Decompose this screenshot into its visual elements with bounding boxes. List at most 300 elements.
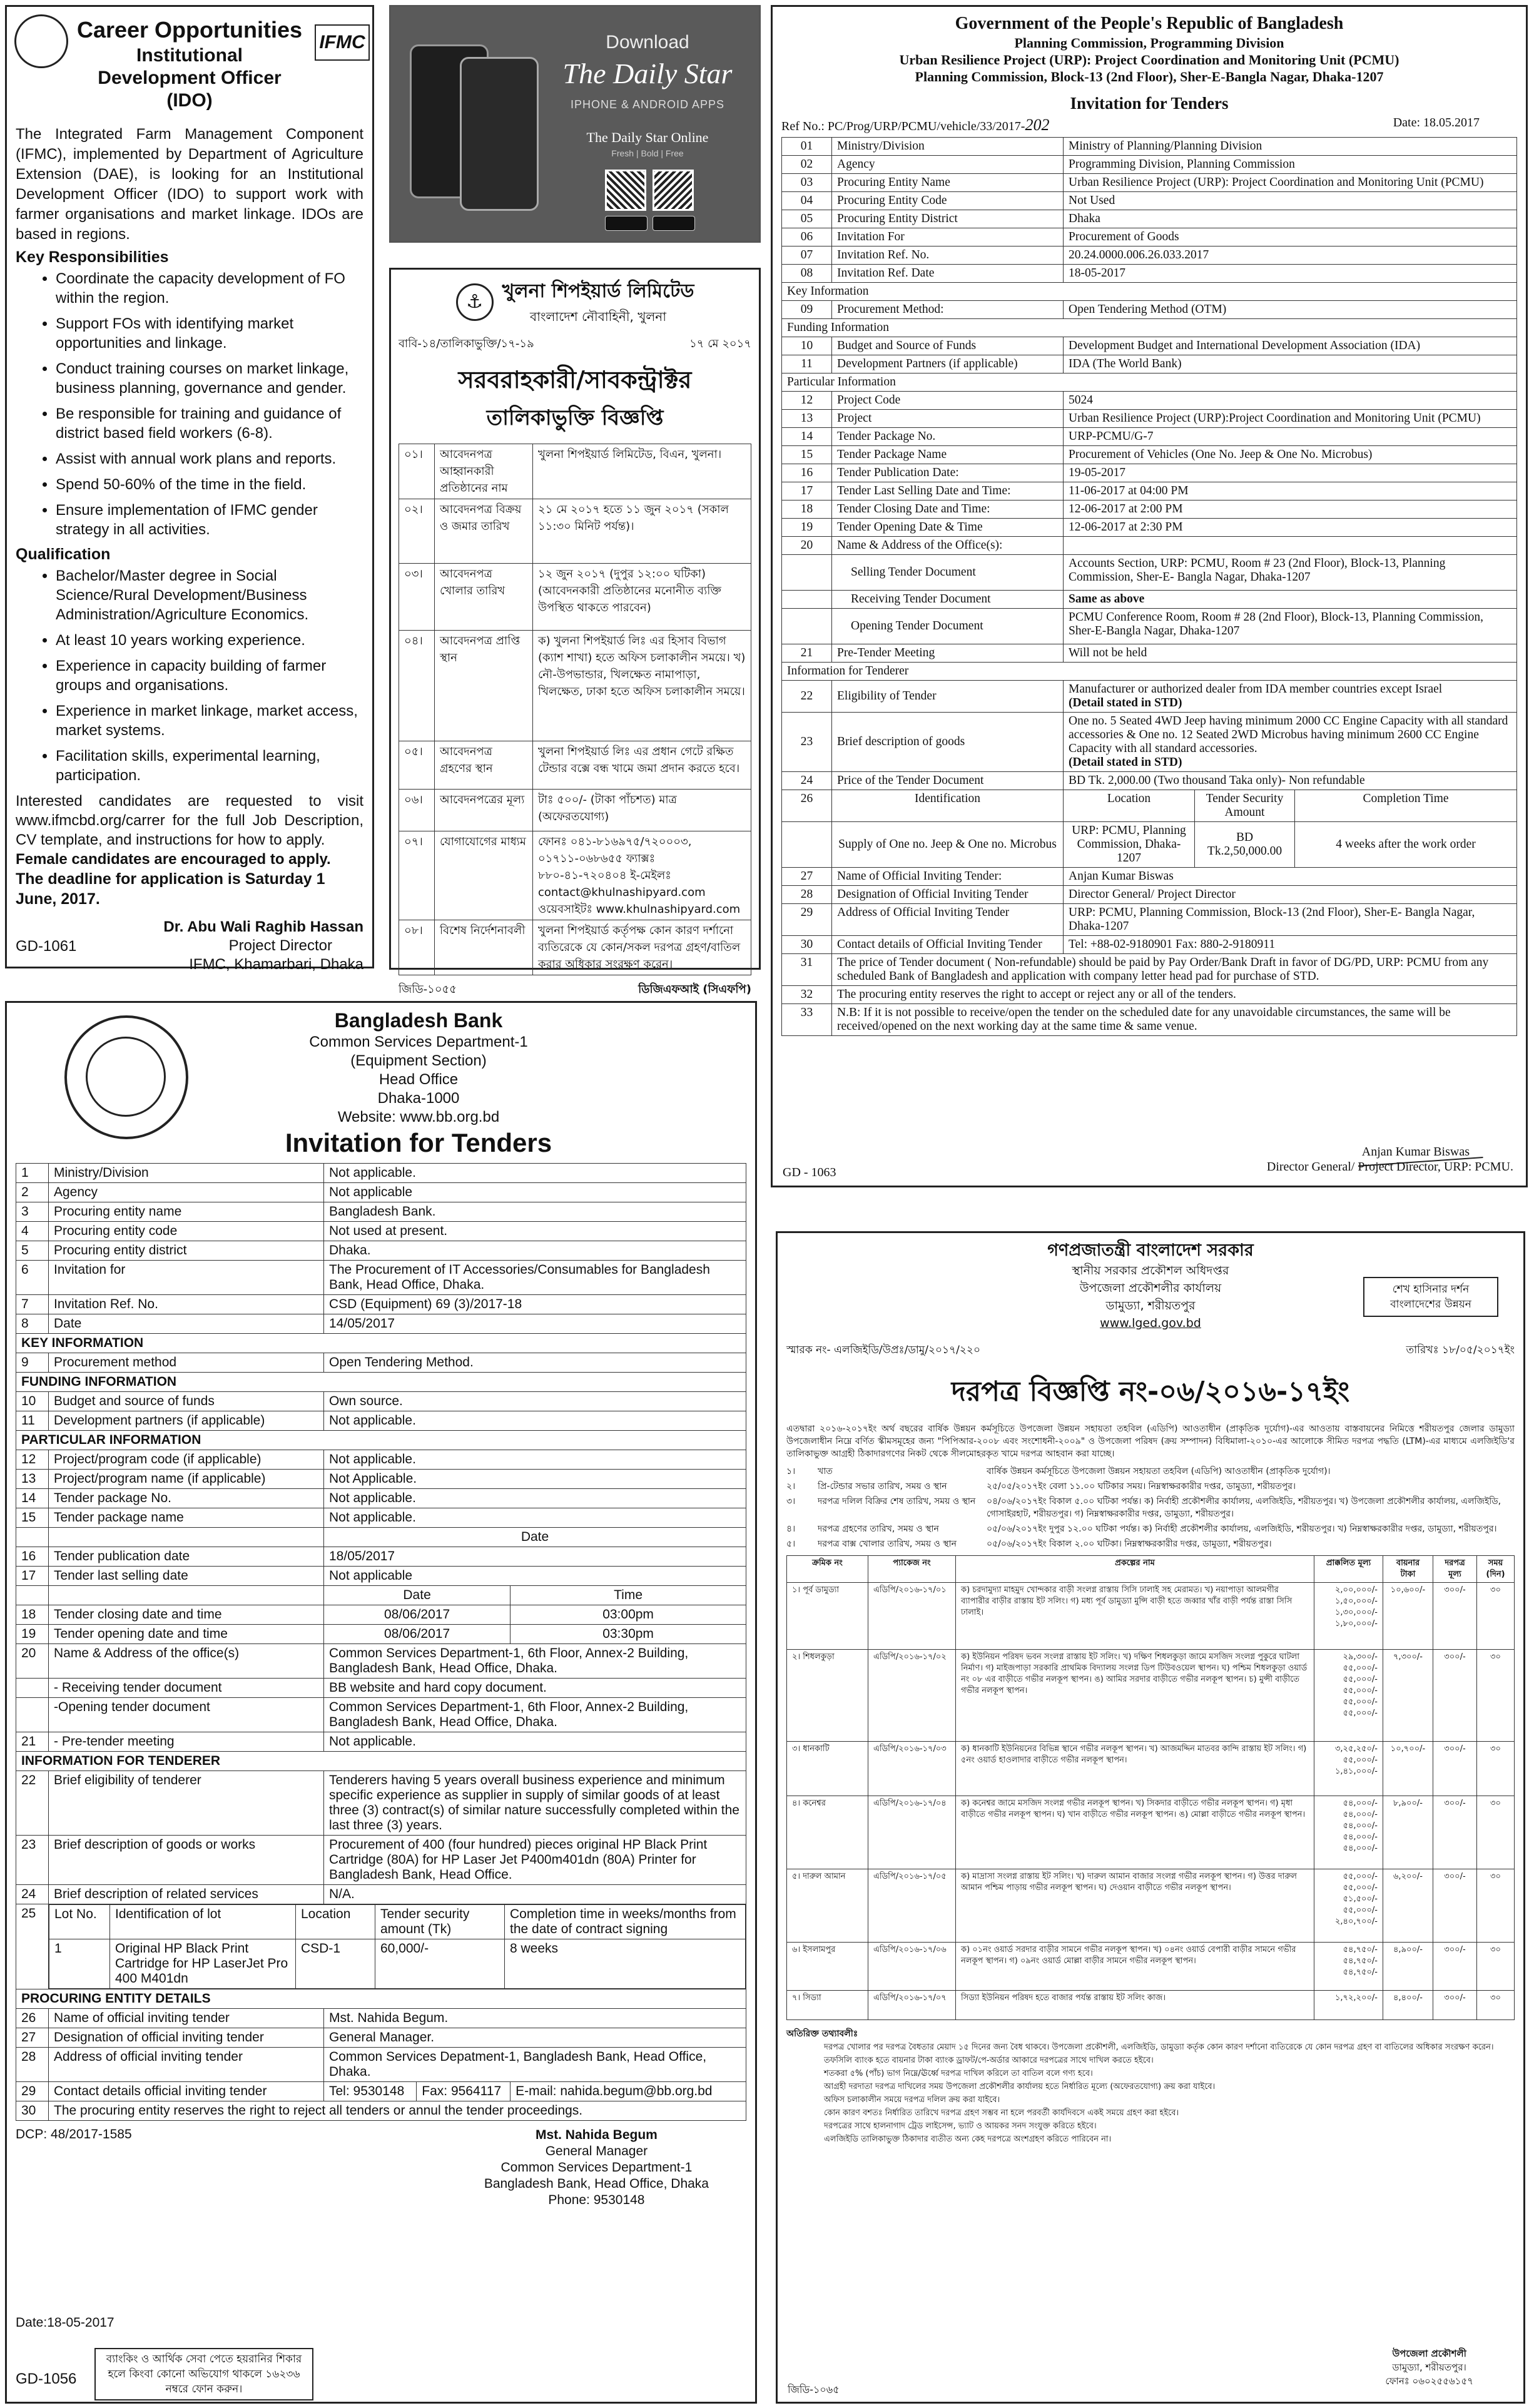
bb-sig-phone: Phone: 9530148 [548, 2193, 645, 2207]
list-item: দরপত্র খোলার পর দরপত্র বৈধতার মেয়াদ ১৫ দিনের জন্য বৈধ থাকবে। উপজেলা প্রকৌশলী, এলজিইডি, ডামুড্যা কর্তৃক কোন কারণ দর্শানো ব্যতিরেকে যে কোন দরপত্র গ্রহণ বা বাতিলের অধিকার সংরক্ষণ করেন। [824, 2043, 1494, 2052]
list-item: • Conduct training courses on market linkage, business planning, governance and gender. [56, 359, 363, 398]
list-item: • Experience in market linkage, market access, market systems. [56, 701, 363, 740]
section-heading: Key Information [782, 283, 1517, 301]
row-label: Invitation Ref. Date [832, 265, 1064, 283]
table-row [787, 1869, 1515, 1943]
row-value: Not used at present. [324, 1222, 746, 1241]
row-value [1064, 537, 1517, 555]
table-row [782, 790, 1517, 822]
row-number: 02 [782, 156, 832, 174]
dailystar-name: The Daily Star [562, 58, 733, 89]
row-number: 21 [782, 644, 832, 663]
qr-code-icon[interactable] [605, 170, 646, 211]
scheme-package: এডিপি/২০১৬-১৭/০৭ [868, 1991, 956, 2020]
table-row [782, 591, 1517, 609]
lged-date: তারিখঃ ১৮/০৫/২০১৭ইং [1406, 1344, 1515, 1356]
row-number: 4 [16, 1222, 49, 1241]
scheme-price: ৩০০/- [1433, 1583, 1477, 1650]
table-row [782, 904, 1517, 936]
table-row [16, 1904, 746, 1989]
table-row [782, 936, 1517, 954]
scheme-days: ৩০ [1477, 1742, 1515, 1796]
table-row [16, 1261, 746, 1295]
row-value: Common Services Depatment-1, Bangladesh Bank, Head Office, Dhaka. [324, 2048, 746, 2082]
app-store-badge-icon[interactable] [605, 216, 648, 231]
column-header: 26 [782, 790, 832, 822]
row-label: - Receiving tender document [49, 1679, 324, 1698]
table-row [782, 537, 1517, 555]
bb-tender-table [16, 1163, 746, 2121]
table-row [782, 772, 1517, 790]
table-row [782, 228, 1517, 246]
table-row [787, 1742, 1515, 1796]
table-row [16, 1222, 746, 1241]
ad-code: জিডি-১০৬৫ [788, 2384, 840, 2395]
row-number: 23 [782, 713, 832, 772]
row-value: Urban Resilience Project (URP): Project Coordination and Monitoring Unit (PCMU) [1064, 174, 1517, 192]
section-heading: Information for Tenderer [782, 663, 1517, 681]
row-value: 20.24.0000.006.26.033.2017 [1064, 246, 1517, 265]
table-row [782, 392, 1517, 410]
row-number: ০২। [399, 499, 435, 564]
row-value: N/A. [324, 1885, 746, 1904]
dgdp-code: ডিজিএফআই (সিএফপি) [638, 983, 751, 996]
info-row [786, 1523, 1515, 1535]
row-value: 11-06-2017 at 04:00 PM [1064, 482, 1517, 500]
table-row [782, 555, 1517, 591]
scheme-cost: ২৯,৩০০/- ৫৫,০০০/- ৫৫,০০০/- ৫৫,০০০/- ৫৫,০০০/- ৫৫,০০০/- [1314, 1650, 1383, 1742]
urp-h4: Planning Commission, Block-13 (2nd Floor), Sher-E-Bangla Nagar, Dhaka-1207 [915, 69, 1384, 84]
row-value: Bangladesh Bank. [324, 1202, 746, 1222]
row-number: 5 [16, 1241, 49, 1261]
row-value: Procurement of Goods [1064, 228, 1517, 246]
list-item: • Support FOs with identifying market opportunities and linkage. [56, 314, 363, 353]
bb-dcp-date: Date:18-05-2017 [16, 2315, 114, 2330]
row-value: ১২ জুন ২০১৭ (দুপুর ১২:০০ ঘটিকা) (আবেদনকারী প্রতিষ্ঠানের মনোনীত ব্যক্তি উপস্থিত থাকতে পারবেন) [533, 564, 751, 631]
table-row [16, 1373, 746, 1392]
table-row [782, 519, 1517, 537]
table-row [782, 337, 1517, 355]
row-number: 14 [782, 428, 832, 446]
row-value: 08/06/2017 [324, 1605, 510, 1625]
qual-heading: Qualification [16, 546, 111, 563]
section-heading: FUNDING INFORMATION [16, 1373, 746, 1392]
lged-tender-ad [776, 1231, 1525, 2404]
column-header: Location [296, 1905, 375, 1939]
row-label: Development Partners (if applicable) [832, 355, 1064, 373]
lged-scheme-table [786, 1555, 1515, 2020]
urp-date: Date: 18.05.2017 [1393, 116, 1480, 130]
row-number: 08 [782, 265, 832, 283]
column-header: প্রকল্পের নাম [956, 1556, 1314, 1583]
row-label: Pre-Tender Meeting [832, 644, 1064, 663]
bb-sig-title: General Manager [545, 2144, 648, 2158]
lged-title: দরপত্র বিজ্ঞপ্তি নং-০৬/২০১৬-১৭ইং [951, 1376, 1350, 1408]
info-label: দরপত্র বাক্স খোলার তারিখ, সময় ও স্থান [818, 1539, 957, 1549]
row-value: ফোনঃ ০৪১-৮১৬৯৭৫/৭২০০০৩, ০১৭১১-০৬৮৬৫৫ ফ্যাক্সঃ ৮৮০-৪১-৭২০৪০৪ ই-মেইলঃ contact@khulnashipyard.com ওয়েবসাইটঃ www.khulnashipyard.com [533, 831, 751, 920]
lot-table-cell [49, 1904, 746, 1989]
lged-memo: স্মারক নং- এলজিইডি/উপ্রঃ/ডামু/২০১৭/২২০ [786, 1344, 981, 1356]
table-row [16, 2028, 746, 2048]
row-value: 19-05-2017 [1064, 464, 1517, 482]
row-number: 06 [782, 228, 832, 246]
table-cell [782, 822, 832, 868]
table-row [399, 564, 751, 631]
row-number: 15 [782, 446, 832, 464]
contact-email[interactable]: E-mail: nahida.begum@bb.org.bd [510, 2082, 746, 2101]
row-number: 09 [782, 301, 832, 319]
lged-sig-title: উপজেলা প্রকৌশলী [1392, 2348, 1466, 2359]
row-label: Brief description of goods [832, 713, 1064, 772]
row-label: Agency [832, 156, 1064, 174]
row-label: Procuring entity code [49, 1222, 324, 1241]
column-header: Time [510, 1586, 746, 1605]
row-value: Programming Division, Planning Commission [1064, 156, 1517, 174]
table-row [782, 500, 1517, 519]
table-row [782, 283, 1517, 301]
row-number: 13 [782, 410, 832, 428]
table-row [782, 446, 1517, 464]
row-value: 12-06-2017 at 2:30 PM [1064, 519, 1517, 537]
info-label: খাত [818, 1466, 833, 1476]
row-value: Not applicable. [324, 1164, 746, 1183]
list-item: • Spend 50-60% of the time in the field. [56, 475, 363, 494]
row-value: Dhaka [1064, 210, 1517, 228]
row-value: 03:30pm [510, 1625, 746, 1644]
scheme-earnest: ৪,৯০০/- [1383, 1943, 1433, 1991]
deadline-text: The deadline for application is Saturday 1 June, 2017. [16, 870, 325, 908]
resp-heading: Key Responsibilities [16, 248, 169, 266]
table-cell [49, 1528, 324, 1547]
row-number: 16 [16, 1547, 49, 1567]
table-row [16, 2082, 746, 2101]
row-value: 18/05/2017 [324, 1547, 746, 1567]
table-row [16, 1508, 746, 1528]
row-label: Procuring Entity District [832, 210, 1064, 228]
download-label: Download [606, 32, 689, 53]
urp-title: Invitation for Tenders [1070, 94, 1229, 113]
row-label: Name & Address of the office(s) [49, 1644, 324, 1679]
row-number: 8 [16, 1314, 49, 1334]
row-value: Not applicable. [324, 1732, 746, 1752]
row-value: Not applicable. [324, 1508, 746, 1528]
table-row [16, 1625, 746, 1644]
row-label: Name & Address of the Office(s): [832, 537, 1064, 555]
scheme-cost: ৩,২৫,২৫০/- ৫৫,০০০/- ১,৪১,০০০/- [1314, 1742, 1383, 1796]
table-row [16, 1489, 746, 1508]
table-row [49, 1939, 746, 1989]
table-row [16, 1732, 746, 1752]
section-heading: Funding Information [782, 319, 1517, 337]
scheme-earnest: ১০,৬০০/- [1383, 1583, 1433, 1650]
table-row [16, 1183, 746, 1202]
lot-cell: 8 weeks [505, 1939, 746, 1989]
row-label: Opening Tender Document [832, 609, 1064, 644]
responsibility-list [16, 269, 363, 539]
google-play-badge-icon[interactable] [653, 216, 695, 231]
section-heading: PROCURING ENTITY DETAILS [16, 1989, 746, 2009]
qr-code-icon[interactable] [653, 170, 694, 211]
table-row [16, 1202, 746, 1222]
row-number: 20 [16, 1644, 49, 1679]
lged-h1: গণপ্রজাতন্ত্রী বাংলাদেশ সরকার [1047, 1241, 1254, 1260]
row-value: Not applicable [324, 1567, 746, 1586]
lged-h3: উপজেলা প্রকৌশলীর কার্যালয় [1079, 1281, 1222, 1295]
scheme-name: ক) ০১নং ওয়ার্ড সরদার বাড়ীর সামনে গভীর নলকূপ স্থাপন। খ) ০৪নং ওয়ার্ড বেপারী বাড়ীর সামনে গভীর নলকূপ স্থাপন। গ) ০৯নং ওয়ার্ড মোল্লা বাড়ীর সামনে গভীর নলকূপ স্থাপন। [956, 1943, 1314, 1991]
row-number: 1 [16, 1164, 49, 1183]
row-value: Procurement of Vehicles (One No. Jeep & One No. Microbus) [1064, 446, 1517, 464]
table-row [16, 1567, 746, 1586]
row-value: 5024 [1064, 392, 1517, 410]
row-value: BB website and hard copy document. [324, 1679, 746, 1698]
table-row [16, 1353, 746, 1373]
table-row [399, 831, 751, 920]
table-row [782, 713, 1517, 772]
bb-name: Bangladesh Bank [334, 1009, 503, 1032]
list-item: আগ্রহী দরদাতা দরপত্র দাখিলের সময় উপজেলা প্রকৌশলীর কার্যালয় হতে নির্ধারিত মূল্যে (অফেরতযোগ্য) ক্রয় করা যাইবে। [824, 2082, 1216, 2091]
row-number: 20 [782, 537, 832, 555]
info-number: ৩। [786, 1496, 796, 1506]
row-label: Name of official inviting tender [49, 2009, 324, 2028]
row-number: 22 [782, 681, 832, 713]
dailystar-banner [389, 5, 761, 243]
female-text: Female candidates are encouraged to apply. [16, 851, 331, 868]
lged-h4: ডামুড্যা, শরীয়তপুর [1105, 1299, 1196, 1313]
row-value: Ministry of Planning/Planning Division [1064, 138, 1517, 156]
row-label: Brief description of related services [49, 1885, 324, 1904]
row-number: 18 [16, 1605, 49, 1625]
row-label: আবেদনপত্র প্রাপ্তি স্থান [435, 631, 533, 741]
scheme-cost: ২,০০,০০০/- ১,৫০,০০০/- ১,৩০,০০০/- ১,৮০,০০০/- [1314, 1583, 1383, 1650]
table-row [16, 1698, 746, 1732]
scheme-serial: ৫। দারুল আমান [787, 1869, 868, 1943]
row-value: 03:00pm [510, 1605, 746, 1625]
lot-cell: 1 [49, 1939, 110, 1989]
row-value: Director General/ Project Director [1064, 886, 1517, 904]
table-row [16, 2048, 746, 2082]
row-number: ০৮। [399, 920, 435, 975]
lged-website[interactable]: www.lged.gov.bd [1100, 1316, 1201, 1330]
row-number: 10 [16, 1392, 49, 1411]
table-row [16, 1644, 746, 1679]
row-label: আবেদনপত্র খোলার তারিখ [435, 564, 533, 631]
lot-table [49, 1904, 746, 1989]
info-label: দরপত্র দলিল বিক্রির শেষ তারিখ, সময় ও স্থান [818, 1496, 976, 1506]
scheme-serial: ৬। ইসলামপুর [787, 1943, 868, 1991]
lot-cell: Original HP Black Print Cartridge for HP LaserJet Pro 400 M401dn [110, 1939, 296, 1989]
table-row [782, 482, 1517, 500]
row-label: Procurement method [49, 1353, 324, 1373]
ifmc-logo: IFMC [315, 24, 370, 61]
column-header: দরপত্র মূল্য [1433, 1556, 1477, 1583]
row-value: BD Tk. 2,000.00 (Two thousand Taka only)- Non refundable [1064, 772, 1517, 790]
scheme-price: ৩০০/- [1433, 1742, 1477, 1796]
row-label: Tender Last Selling Date and Time: [832, 482, 1064, 500]
column-header: Date [324, 1586, 510, 1605]
row-label: Agency [49, 1183, 324, 1202]
qualification-list [16, 566, 363, 785]
scheme-package: এডিপি/২০১৬-১৭/০৫ [868, 1869, 956, 1943]
list-item: কোন কারণ বশতঃ নির্ধারিত তারিখে দরপত্র গ্রহণ সম্ভব না হলে পরবর্তী কার্যদিবসে একই সময়ে গ্রহণ করা হইবে। [824, 2108, 1179, 2118]
tagline: Fresh | Bold | Free [611, 148, 684, 158]
lot-cell: Supply of One no. Jeep & One no. Microbus [832, 822, 1064, 868]
row-number: 25 [16, 1904, 49, 1989]
row-number: 3 [16, 1202, 49, 1222]
table-row [787, 1943, 1515, 1991]
contact-fax: Fax: 9564117 [417, 2082, 510, 2101]
table-row [16, 1586, 746, 1605]
dae-logo [14, 14, 68, 68]
table-row [16, 1605, 746, 1625]
table-row [782, 355, 1517, 373]
row-value: 14/05/2017 [324, 1314, 746, 1334]
lot-cell: CSD-1 [296, 1939, 375, 1989]
row-label: Invitation for [49, 1261, 324, 1295]
scheme-earnest: ৪,৪০০/- [1383, 1991, 1433, 2020]
row-value: N.B: If it is not possible to receive/open the tender on the scheduled date for any unavoidable circumstances, the same will be received/opened on the next working day at the same time & same venue. [832, 1004, 1517, 1036]
table-row [782, 156, 1517, 174]
row-number: 23 [16, 1836, 49, 1885]
scheme-days: ৩০ [1477, 1869, 1515, 1943]
table-row [399, 790, 751, 831]
info-row [786, 1465, 1515, 1478]
table-row [782, 868, 1517, 886]
scheme-package: এডিপি/২০১৬-১৭/০২ [868, 1650, 956, 1742]
bb-section: (Equipment Section) [350, 1052, 487, 1069]
row-label: Project [832, 410, 1064, 428]
row-label: Budget and Source of Funds [832, 337, 1064, 355]
row-value: Open Tendering Method. [324, 1353, 746, 1373]
ad-code: জিডি-১০৫৫ [399, 983, 457, 996]
bb-website[interactable]: Website: www.bb.org.bd [337, 1109, 500, 1125]
row-value: The procuring entity reserves the right to accept or reject any or all of the tenders. [832, 986, 1517, 1004]
signer-org: IFMC, Khamarbari, Dhaka [189, 956, 363, 973]
row-value: Procurement of 400 (four hundred) pieces original HP Black Print Cartridge (80A) for HP Laser Jet P400m401dn (80A) Printer for Bangladesh Bank, Head Office. [324, 1836, 746, 1885]
table-row [782, 822, 1517, 868]
table-row [787, 1796, 1515, 1869]
row-label: Tender Package No. [832, 428, 1064, 446]
list-item: • Facilitation skills, experimental learning, participation. [56, 746, 363, 785]
row-label: আবেদনপত্র আহ্বানকারী প্রতিষ্ঠানের নাম [435, 444, 533, 499]
info-label: দরপত্র গ্রহণের তারিখ, সময় ও স্থান [818, 1524, 939, 1534]
urp-ref-handwritten: 202 [1025, 116, 1050, 134]
row-label: Project/program code (if applicable) [49, 1450, 324, 1470]
row-number: ০৩। [399, 564, 435, 631]
row-label: Date [49, 1314, 324, 1334]
table-row [787, 1650, 1515, 1742]
row-label: আবেদনপত্রের মূল্য [435, 790, 533, 831]
table-cell [16, 1586, 49, 1605]
table-row [16, 1392, 746, 1411]
row-value: Not applicable [324, 1183, 746, 1202]
row-label: Address of Official Inviting Tender [832, 904, 1064, 936]
row-number: 05 [782, 210, 832, 228]
list-item: তফসিলি ব্যাংক হতে বায়নার টাকা ব্যাংক ড্রাফট/পে-অর্ডার আকারে দরপত্রের সাথে দাখিল করতে হইবে। [824, 2056, 1154, 2065]
row-label: Ministry/Division [832, 138, 1064, 156]
row-number: 14 [16, 1489, 49, 1508]
column-header: Tender security amount (Tk) [375, 1905, 505, 1939]
bb-title: Invitation for Tenders [285, 1128, 552, 1157]
scheme-package: এডিপি/২০১৬-১৭/০৬ [868, 1943, 956, 1991]
row-value: The Procurement of IT Accessories/Consumables for Bangladesh Bank, Head Office, Dhaka. [324, 1261, 746, 1295]
lged-terms [786, 2041, 1515, 2145]
table-cell [782, 591, 832, 609]
urp-tender-ad [771, 5, 1528, 1187]
scheme-price: ৩০০/- [1433, 1796, 1477, 1869]
row-label: Brief eligibility of tenderer [49, 1771, 324, 1836]
row-label: Designation of Official Inviting Tender [832, 886, 1064, 904]
column-header: Completion time in weeks/months from the date of contract signing [505, 1905, 746, 1939]
row-value: Common Services Department-1, 6th Floor, Annex-2 Building, Bangladesh Bank, Head Office, Dhaka. [324, 1644, 746, 1679]
scheme-name: ক) চরদামুদ্যা মাহমুদ খোন্দকার বাড়ী সংলগ্ন রাস্তায় সিসি ঢালাই সহ মেরামত। খ) নয়াপাড়া আলমগীর ব্যাপারীর বাড়ীর রাস্তায় ইট সলিং। গ) মধ্য পূর্ব ডামুড্যা মুন্সি বাড়ী হতে জব্বার খাঁর বাড়ী পর্যন্ত রাস্তা সিসি ঢালাই। [956, 1583, 1314, 1650]
scheme-serial: ৩। ধানকাটি [787, 1742, 868, 1796]
scheme-days: ৩০ [1477, 1796, 1515, 1869]
table-row [16, 1164, 746, 1183]
row-number: 22 [16, 1771, 49, 1836]
row-value: The procuring entity reserves the right to reject all tenders or annul the tender proceedings. [49, 2101, 746, 2121]
info-number: ৪। [786, 1524, 796, 1534]
bb-office: Head Office [378, 1071, 459, 1088]
scheme-serial: ১। পূর্ব ডামুড্যা [787, 1583, 868, 1650]
scheme-serial: ৭। সিড্যা [787, 1991, 868, 2020]
row-value: খুলনা শিপইয়ার্ড লিমিটেড, বিএন, খুলনা। [533, 444, 751, 499]
bb-dept: Common Services Department-1 [309, 1034, 528, 1050]
lged-sig-phone: ফোনঃ ০৬০২৫৫৬১৫৭ [1385, 2375, 1473, 2387]
row-value-text: One no. 5 Seated 4WD Jeep having minimum 2000 CC Engine Capacity with all standard accessories & One no. 12 Seated 2WD Microbus having minimum 2600 CC Engine Capacity with all standard accessories. [1069, 714, 1508, 755]
scheme-package: এডিপি/২০১৬-১৭/০১ [868, 1583, 956, 1650]
list-item: • At least 10 years working experience. [56, 631, 363, 650]
table-row [782, 954, 1517, 986]
scheme-name: ক) ধানকাটি ইউনিয়নের বিভিন্ন স্থানে গভীর নলকূপ স্থাপন। খ) আজমদ্দিন মাতবর কান্দি রাস্তায় ইট সলিং। গ) ৫নং ওয়ার্ড হাওলাদার বাড়ীতে গভীর নলকূপ স্থাপন। [956, 1742, 1314, 1796]
lged-h2: স্থানীয় সরকার প্রকৌশল অধিদপ্তর [1072, 1264, 1229, 1278]
row-value [1064, 713, 1517, 772]
urp-h3: Urban Resilience Project (URP): Project Coordination and Monitoring Unit (PCMU) [899, 52, 1399, 68]
career-title: Career Opportunities [76, 17, 303, 43]
scheme-days: ৩০ [1477, 1991, 1515, 2020]
row-label: Address of official inviting tender [49, 2048, 324, 2082]
list-item: শতকরা ৫% (পাঁচ) ভাগ নিম্নে/ঊর্ধ্বে দরপত্র দাখিল করিলে তা বাতিল বলে গণ্য হবে। [824, 2069, 1093, 2078]
khulna-sub: বাংলাদেশ নৌবাহিনী, খুলনা [529, 309, 667, 324]
row-number: 15 [16, 1508, 49, 1528]
row-value: Not Applicable. [324, 1470, 746, 1489]
column-header: Identification [832, 790, 1064, 822]
row-value-note: (Detail stated in STD) [1069, 756, 1182, 769]
scheme-days: ৩০ [1477, 1650, 1515, 1742]
scheme-name: ক) কনেশ্বর জামে মসজিদ সংলগ্ন গভীর নলকূপ স্থাপন। খ) সিকদার বাড়ীতে গভীর নলকূপ স্থাপন। গ) মৃধা বাড়ীতে গভীর নলকূপ স্থাপন। ঘ) খান বাড়ীতে গভীর নলকূপ স্থাপন। ঙ) মোল্লা বাড়ীতে গভীর নলকূপ স্থাপন। [956, 1796, 1314, 1869]
row-label: Procuring Entity Code [832, 192, 1064, 210]
ad-code: GD-1056 [16, 2370, 77, 2387]
row-label: Tender closing date and time [49, 1605, 324, 1625]
row-label: যোগাযোগের মাধ্যম [435, 831, 533, 920]
row-value: PCMU Conference Room, Room # 28 (2nd Floor), Block-13, Planning Commission, Sher-E-Bangla Nagar, Dhaka-1207 [1064, 609, 1517, 644]
apply-text: Interested candidates are requested to visit www.ifmcbd.org/carrer for the full Job Description, CV template, and instructions for how to apply. [16, 793, 363, 848]
urp-sig-title: Director General/ Project Director, URP: PCMU. [1266, 1160, 1513, 1174]
row-label: Invitation For [832, 228, 1064, 246]
ad-code: GD - 1063 [783, 1166, 836, 1179]
list-item: অফিস চলাকালীন সময়ে দরপত্র দলিল ক্রয় করা যাইবে। [824, 2095, 1000, 2105]
row-number: 17 [782, 482, 832, 500]
column-header: Tender Security Amount [1195, 790, 1295, 822]
row-label: বিশেষ নির্দেশনাবলী [435, 920, 533, 975]
table-row [782, 681, 1517, 713]
row-value: IDA (The World Bank) [1064, 355, 1517, 373]
row-label: Tender publication date [49, 1547, 324, 1567]
row-label: Ministry/Division [49, 1164, 324, 1183]
column-header: Completion Time [1295, 790, 1517, 822]
row-number: 16 [782, 464, 832, 482]
table-row [782, 644, 1517, 663]
info-value: ০৫/০৬/২০১৭ইং দুপুর ১২.০০ ঘটিকা পর্যন্ত। ক) নির্বাহী প্রকৌশলীর কার্যালয়, এলজিইডি, শরীয়তপুর। খ) নিম্নস্বাক্ষরকারীর দপ্তর, ডামুড্যা, শরীয়তপুর। [987, 1524, 1497, 1534]
